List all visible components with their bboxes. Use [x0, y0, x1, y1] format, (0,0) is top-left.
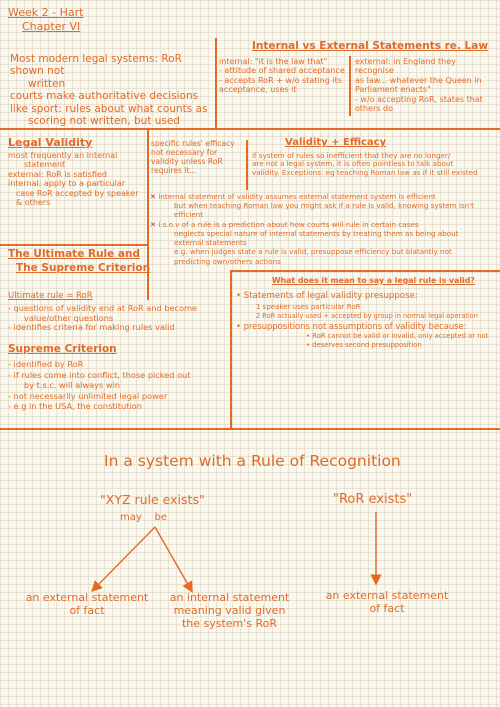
intro-line: scoring not written, but used: [28, 114, 180, 127]
meaning-line: 2 RoR actually used + accepted by group in normal legal operation: [256, 312, 478, 321]
left-outcome-line: of fact: [69, 603, 105, 617]
x-item-text: but when teaching Roman law you might ask if a rule is valid, knowing system isn't efficient: [174, 201, 474, 220]
x-item-text: internal statement of validity assumes external statement system is efficient: [158, 192, 436, 201]
lv-line: case RoR accepted by speaker: [16, 188, 139, 198]
intro-line: like sport: rules about what counts as: [10, 102, 208, 115]
ultimate-sub: Ultimate rule = RoR: [8, 291, 93, 301]
lv-line: statement: [24, 160, 66, 170]
internal-external-title: Internal vs External Statements re. Law: [252, 40, 489, 52]
x-item-text: e.g. when judges state a rule is valid, presuppose efficiency but blatantly not: [174, 247, 452, 257]
right-outcome-line: of fact: [369, 601, 405, 615]
internal-line: - attitude of shared acceptance: [219, 66, 345, 76]
right-outcome: [322, 590, 452, 616]
right-quote: "RoR exists": [333, 492, 413, 507]
internal-line: - accepts RoR + w/o stating its: [219, 75, 342, 85]
efficacy-line: are not a legal system, it is often pointless to talk about: [252, 159, 454, 169]
mid-outcome: [162, 592, 297, 631]
may-be: may be: [120, 512, 168, 523]
supreme-title: Supreme Criterion: [8, 343, 117, 355]
side-line: requires it...: [151, 165, 197, 175]
meaning-line: 1 speaker uses particular RoR: [256, 302, 361, 311]
right-outcome-line: an external statement: [325, 589, 449, 602]
supreme-line: - e.g in the USA, the constitution: [8, 401, 142, 411]
supreme-line: by t.s.c. will always win: [24, 380, 121, 390]
system-title: In a system with a Rule of Recognition: [104, 452, 401, 470]
external-line: external: in England they recognise: [355, 57, 456, 76]
side-line: not necessary for: [151, 147, 218, 157]
x-item-text: i.s.o.v of a rule is a prediction about how courts will rule in certain cases: [158, 219, 419, 229]
left-outcome-line: an external statement: [25, 591, 149, 604]
validity-efficacy-title: Validity + Efficacy: [285, 137, 387, 148]
external-line: as law... whatever the Queen in: [355, 75, 482, 85]
external-line: others do: [355, 104, 393, 114]
intro-line: courts make authoritative decisions: [10, 90, 199, 103]
efficacy-line: if system of rules so inefficient that they are no longer/: [252, 151, 451, 160]
ultimate-title-2: The Supreme Criterion: [16, 262, 151, 274]
meaning-line: • deserves second presupposition: [306, 341, 422, 350]
ultimate-line: - identifies criteria for making rules valid: [8, 322, 175, 333]
mid-outcome-line: the system's RoR: [181, 616, 278, 630]
supreme-line: - not necessarily unlimited legal power: [8, 390, 168, 401]
legal-validity-title: Legal Validity: [8, 136, 93, 149]
intro-line: written: [28, 77, 66, 90]
x-item-text: neglects special nature of internal statements by treating them as being about: [174, 228, 459, 238]
x-mark-icon: ✕: [150, 192, 157, 201]
intro-line: Most modern legal systems: RoR shown not: [10, 53, 182, 78]
ultimate-line: - questions of validity end at RoR and become: [8, 303, 198, 313]
supreme-line: - if rules come into conflict, those picked out: [8, 369, 191, 380]
meaning-line: • presuppositions not assumptions of validity because:: [236, 320, 467, 331]
meaning-line: • RoR cannot be valid or invalid, only accepted or not: [306, 332, 489, 341]
meaning-line: • Statements of legal validity presuppose:: [236, 291, 418, 301]
left-quote: "XYZ rule exists": [100, 492, 205, 507]
meaning-title: What does it mean to say a legal rule is valid?: [272, 276, 475, 285]
supreme-line: - identified by RoR: [8, 359, 84, 369]
lv-line: internal: apply to a particular: [8, 179, 126, 189]
side-line: specific rules' efficacy: [151, 139, 235, 148]
week-title: Week 2 - Hart: [8, 6, 84, 19]
efficacy-line: validity. Exceptions: eg teaching Roman law as if it still existed: [252, 167, 478, 177]
mid-outcome-line: meaning valid given: [173, 603, 286, 617]
lv-line: external: RoR is satisfied: [8, 169, 107, 179]
internal-line: internal: "it is the law that": [219, 57, 328, 66]
side-line: validity unless RoR: [151, 156, 223, 166]
ultimate-line: value/other questions: [24, 312, 114, 323]
arrow-left: [95, 527, 155, 588]
arrow-mid: [155, 527, 190, 588]
internal-line: acceptance, uses it: [219, 85, 297, 95]
left-outcome: [22, 592, 152, 618]
external-line: - w/o accepting RoR, states that: [355, 94, 483, 104]
lv-line: most frequently an internal: [8, 151, 118, 160]
lv-line: & others: [16, 198, 51, 208]
external-line: Parliament enacts": [355, 85, 431, 95]
x-mark-icon: ✕: [150, 219, 157, 229]
x-item-text: external statements: [174, 238, 247, 248]
x-item-text: predicting own/others actions: [174, 256, 281, 266]
chapter-title: Chapter VI: [22, 20, 81, 33]
ultimate-title-1: The Ultimate Rule and: [8, 248, 140, 260]
mid-outcome-line: an internal statement: [169, 591, 290, 604]
